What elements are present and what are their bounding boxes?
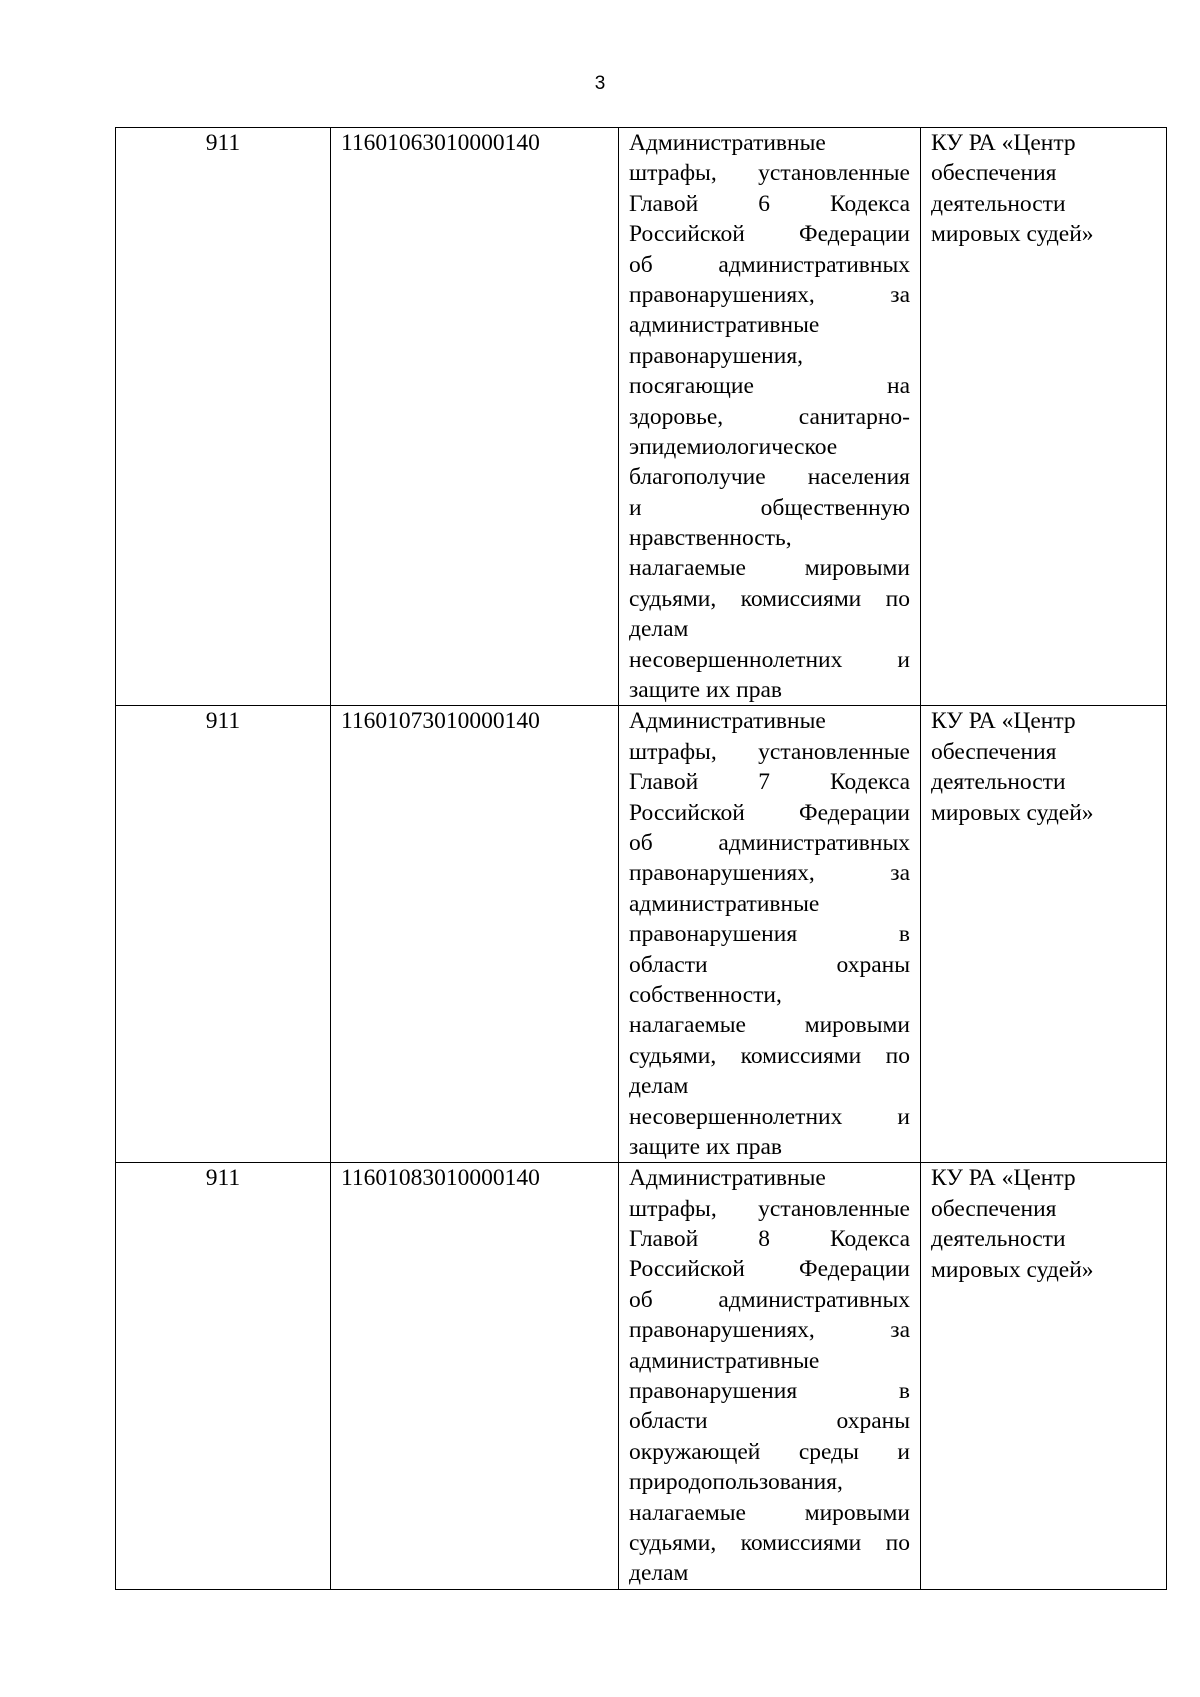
kbk-code-cell: 11601063010000140 [331, 128, 619, 706]
description-line: Российской Федерации [629, 221, 910, 248]
description-line: области охраны [629, 1408, 910, 1435]
description-line: правонарушениях, за [629, 281, 910, 308]
page-number: 3 [594, 73, 606, 94]
organization-line: деятельности [931, 769, 1066, 796]
description-cell [619, 128, 921, 706]
description-line: здоровье, санитарно- [629, 403, 910, 430]
description-line: правонарушения в [629, 921, 910, 948]
organization-line: обеспечения [931, 738, 1057, 765]
description-line: защите их прав [629, 1133, 783, 1160]
description-line: штрафы, установленные [629, 160, 910, 187]
description-line: правонарушения в [629, 1378, 910, 1405]
description-line: административные [629, 890, 820, 917]
organization-cell [921, 706, 1167, 1163]
organization-cell [921, 128, 1167, 706]
description-line: делам [629, 616, 689, 643]
description-line: Главой 6 Кодекса [629, 190, 910, 217]
description-cell [619, 1163, 921, 1589]
description-line: судьями, комиссиями по [629, 1529, 910, 1556]
description-line: правонарушениях, за [629, 860, 910, 887]
description-line: налагаемые мировыми [629, 1499, 910, 1526]
organization-line: мировых судей» [931, 799, 1094, 826]
description-cell [619, 706, 921, 1163]
description-line: Административные [629, 708, 826, 735]
table-row [116, 706, 1167, 1163]
description-line: об административных [629, 251, 910, 278]
revenue-codes-table [115, 127, 1167, 1590]
organization-line: КУ РА «Центр [931, 130, 1076, 156]
organization-line: мировых судей» [931, 221, 1094, 248]
description-line: штрафы, установленные [629, 738, 910, 765]
description-line: несовершеннолетних и [629, 1103, 910, 1130]
table-row [116, 128, 1167, 706]
description-line: делам [629, 1560, 689, 1587]
admin-code-cell: 911 [116, 1163, 331, 1589]
organization-line: КУ РА «Центр [931, 708, 1076, 735]
description-line: Российской Федерации [629, 1256, 910, 1283]
description-line: благополучие населения [629, 464, 910, 491]
organization-line: обеспечения [931, 1195, 1057, 1222]
organization-cell [921, 1163, 1167, 1589]
organization-line: обеспечения [931, 160, 1057, 187]
description-line: посягающие на [629, 373, 910, 400]
table-body [116, 128, 1167, 1590]
description-line: об административных [629, 1286, 910, 1313]
description-line: нравственность, [629, 525, 792, 552]
description-line: окружающей среды и [629, 1438, 910, 1465]
description-line: административные [629, 312, 820, 339]
description-line: Главой 7 Кодекса [629, 769, 910, 796]
description-line: налагаемые мировыми [629, 555, 910, 582]
description-line: правонарушениях, за [629, 1317, 910, 1344]
description-line: об административных [629, 829, 910, 856]
description-line: природопользования, [629, 1469, 843, 1496]
description-line: судьями, комиссиями по [629, 1042, 910, 1069]
admin-code-cell: 911 [116, 128, 331, 706]
description-line: делам [629, 1073, 689, 1100]
kbk-code-cell: 11601083010000140 [331, 1163, 619, 1589]
organization-line: деятельности [931, 1226, 1066, 1253]
description-line: Российской Федерации [629, 799, 910, 826]
description-line: налагаемые мировыми [629, 1012, 910, 1039]
description-line: судьями, комиссиями по [629, 585, 910, 612]
description-line: собственности, [629, 981, 782, 1008]
organization-line: КУ РА «Центр [931, 1165, 1076, 1192]
description-line: защите их прав [629, 677, 783, 704]
organization-line: мировых судей» [931, 1256, 1094, 1283]
description-line: эпидемиологическое [629, 433, 838, 460]
description-line: несовершеннолетних и [629, 646, 910, 673]
description-line: области охраны [629, 951, 910, 978]
description-line: административные [629, 1347, 820, 1374]
kbk-code-cell: 11601073010000140 [331, 706, 619, 1163]
description-line: Административные [629, 1165, 826, 1192]
table-row [116, 1163, 1167, 1589]
description-line: и общественную [629, 494, 910, 521]
organization-line: деятельности [931, 190, 1066, 217]
admin-code-cell: 911 [116, 706, 331, 1163]
description-line: штрафы, установленные [629, 1195, 910, 1222]
description-line: правонарушения, [629, 342, 804, 369]
description-line: Административные [629, 130, 826, 156]
description-line: Главой 8 Кодекса [629, 1226, 910, 1253]
